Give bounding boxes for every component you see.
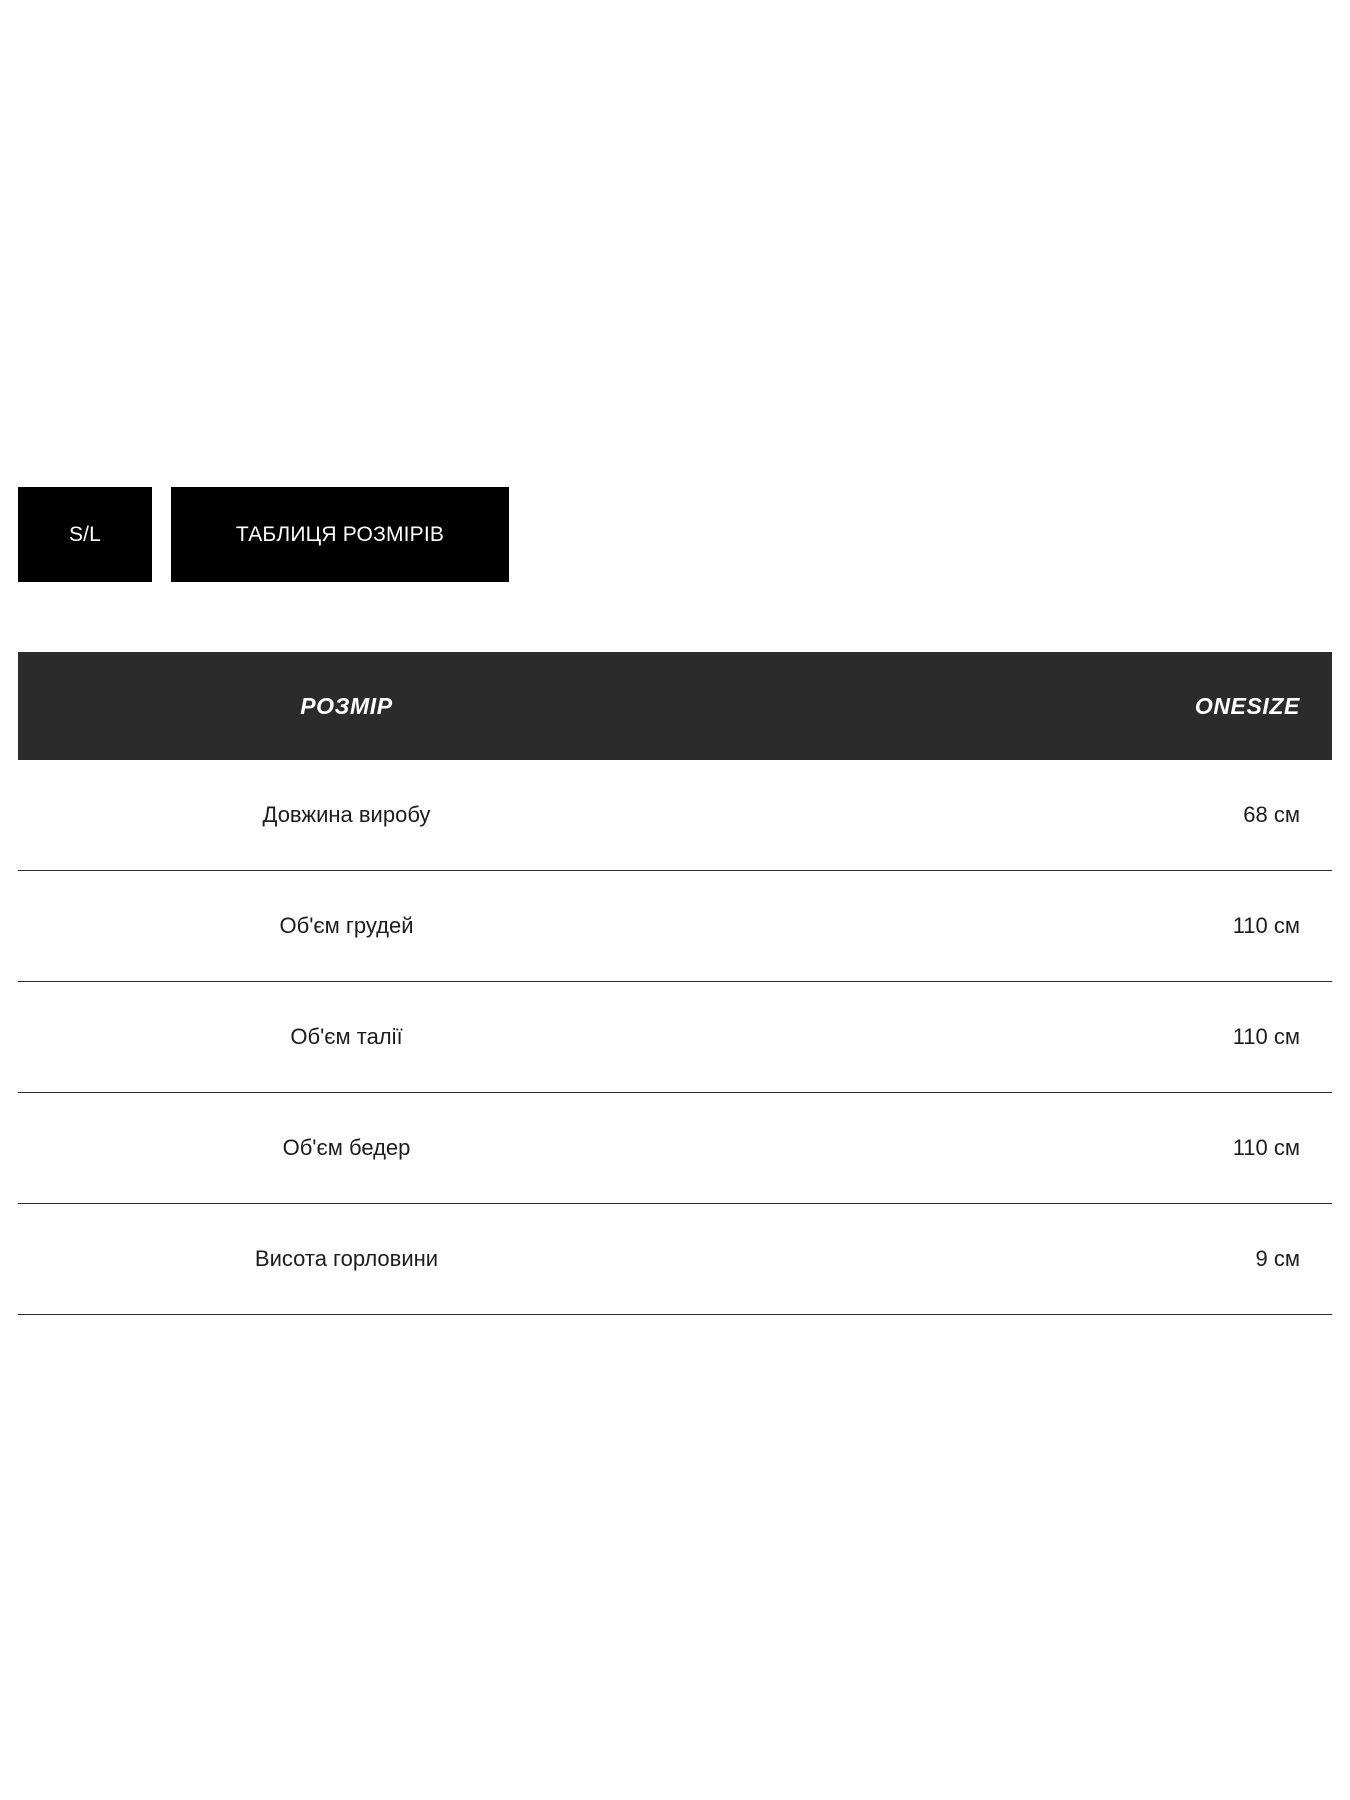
table-row xyxy=(18,871,1332,982)
size-chip-label: S/L xyxy=(68,523,102,546)
size-table-body xyxy=(18,760,1332,1315)
row-value-waist: 110 см xyxy=(675,982,1332,1093)
header-onesize: ONESIZE xyxy=(675,652,1332,760)
row-label-waist: Об'єм талії xyxy=(18,982,675,1093)
table-row xyxy=(18,1204,1332,1315)
size-chart-content xyxy=(18,487,1332,1315)
row-label-chest: Об'єм грудей xyxy=(18,871,675,982)
size-chip[interactable] xyxy=(18,487,152,582)
header-parameter: РОЗМІР xyxy=(18,652,675,760)
table-row xyxy=(18,1093,1332,1204)
row-label-length: Довжина виробу xyxy=(18,760,675,871)
row-label-neck-height: Висота горловини xyxy=(18,1204,675,1315)
table-row xyxy=(18,760,1332,871)
row-value-hips: 110 см xyxy=(675,1093,1332,1204)
table-header-row xyxy=(18,652,1332,760)
row-label-hips: Об'єм бедер xyxy=(18,1093,675,1204)
table-row xyxy=(18,982,1332,1093)
row-value-chest: 110 см xyxy=(675,871,1332,982)
size-table xyxy=(18,652,1332,1315)
size-table-chip-label: ТАБЛИЦЯ РОЗМІРІВ xyxy=(235,523,445,546)
row-value-neck-height: 9 см xyxy=(675,1204,1332,1315)
chip-row xyxy=(18,487,1332,582)
size-table-chip[interactable] xyxy=(171,487,509,582)
size-table-head xyxy=(18,652,1332,760)
row-value-length: 68 см xyxy=(675,760,1332,871)
